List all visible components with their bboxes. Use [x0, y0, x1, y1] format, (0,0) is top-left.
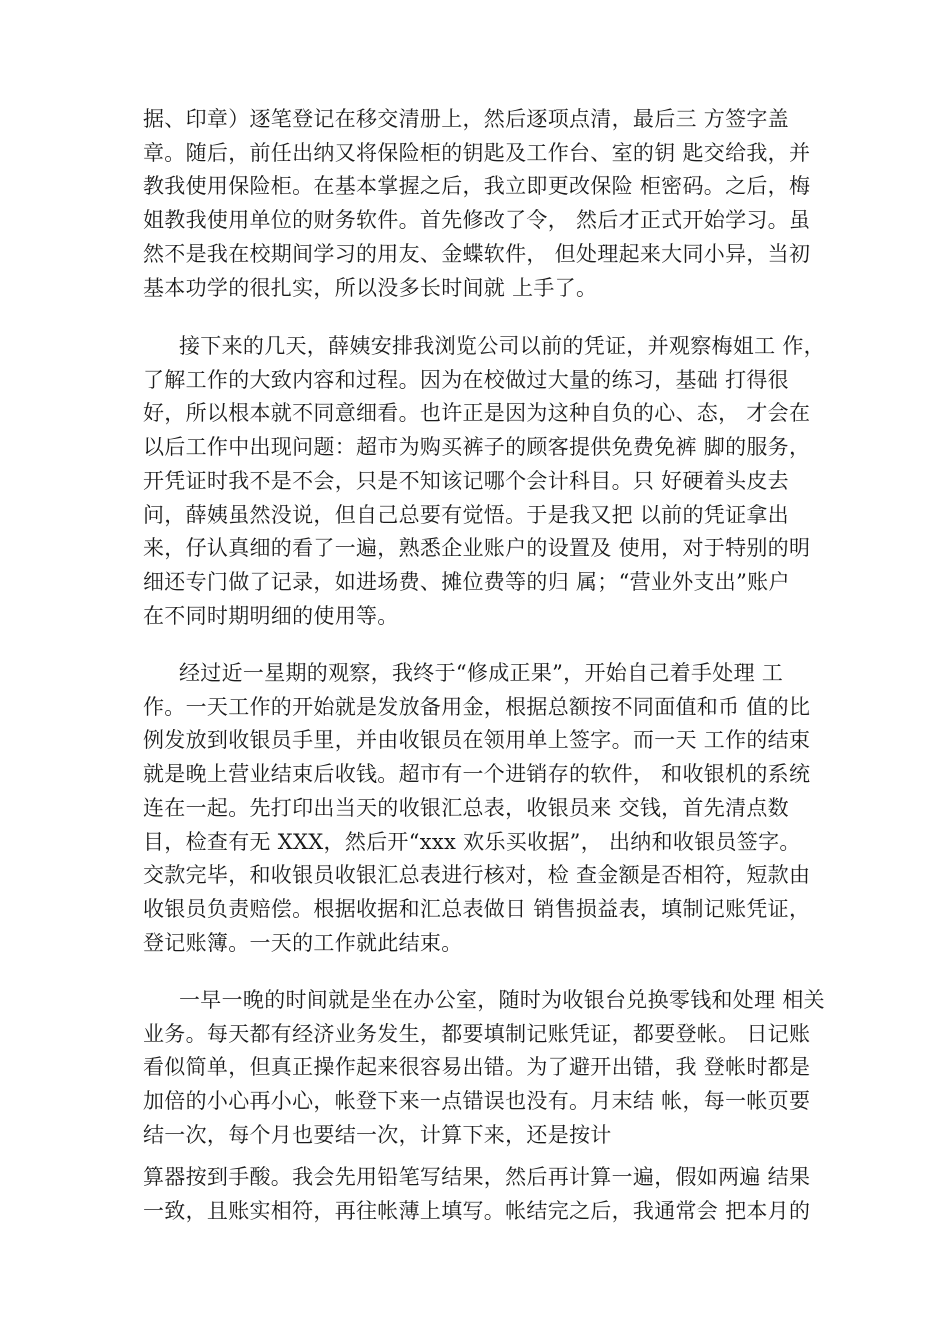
text-line: 一早一晚的时间就是坐在办公室，随时为收银台兑换零钱和处理 相关 [179, 988, 825, 1012]
text-line: 在不同时期明细的使用等。 [143, 603, 399, 628]
text-line: 问，薛姨虽然没说，但自己总要有觉悟。于是我又把 以前的凭证拿出 [143, 502, 789, 527]
text-line: 章。随后，前任出纳又将保险柜的钥匙及工作台、室的钥 匙交给我，并 [143, 140, 811, 165]
text-line: 加倍的小心再小心，帐登下来一点错误也没有。月末结 帐，每一帐页要 [143, 1089, 811, 1114]
text-line: 就是晚上营业结束后收钱。超市有一个进销存的软件， 和收银机的系统 [143, 762, 811, 787]
text-line: 例发放到收银员手里，并由收银员在领用单上签字。而一天 工作的结束 [143, 728, 811, 753]
text-line: 收银员负责赔偿。根据收据和汇总表做日 销售损益表，填制记账凭证， [143, 896, 811, 921]
text-line: 基本功学的很扎实，所以没多长时间就 上手了。 [143, 275, 598, 300]
text-line: 姐教我使用单位的财务软件。首先修改了令， 然后才正式开始学习。虽 [143, 208, 811, 233]
text-line: 连在一起。先打印出当天的收银汇总表，收银员来 交钱，首先清点数 [143, 795, 789, 820]
text-line: 结一次，每个月也要结一次，计算下来，还是按计 [143, 1122, 612, 1147]
text-line: 好，所以根本就不同意细看。也许正是因为这种自负的心、态， 才会在 [143, 401, 811, 426]
text-line: 开凭证时我不是不会，只是不知该记哪个会计科目。只 好硬着头皮去 [143, 468, 789, 493]
text-line: 然不是我在校期间学习的用友、金蝶软件， 但处理起来大同小异，当初 [143, 241, 811, 266]
paragraph-3 [143, 657, 833, 960]
text-line: 登记账簿。一天的工作就此结束。 [143, 930, 463, 955]
paragraph-4 [143, 984, 833, 1153]
paragraph-1 [143, 103, 833, 305]
text-line: 经过近一星期的观察，我终于“修成正果”，开始自己着手处理 工 [179, 661, 784, 685]
text-line: 一致，且账实相符，再往帐薄上填写。帐结完之后，我通常会 把本月的 [143, 1198, 811, 1223]
text-line: 教我使用保险柜。在基本掌握之后，我立即更改保险 柜密码。之后，梅 [143, 174, 811, 199]
text-line: 看似简单，但真正操作起来很容易出错。为了避开出错，我 登帐时都是 [143, 1055, 811, 1080]
text-line: 细还专门做了记录，如进场费、摊位费等的归 属；“营业外支出”账户 [143, 569, 790, 594]
text-line: 接下来的几天，薛姨安排我浏览公司以前的凭证，并观察梅姐工 作， [179, 334, 825, 358]
paragraph-5 [143, 1161, 833, 1228]
text-line: 以后工作中出现问题：超市为购买裤子的顾客提供免费免裤 脚的服务， [143, 435, 811, 460]
text-line: 交款完毕，和收银员收银汇总表进行核对，检 查金额是否相符，短款由 [143, 863, 811, 888]
text-line: 算器按到手酸。我会先用铅笔写结果，然后再计算一遍，假如两遍 结果 [143, 1165, 811, 1189]
text-line: 作。一天工作的开始就是发放备用金，根据总额按不同面值和币 值的比 [143, 694, 811, 719]
text-line: 了解工作的大致内容和过程。因为在校做过大量的练习，基础 打得很 [143, 367, 789, 392]
text-line: 来，仔认真细的看了一遍，熟悉企业账户的设置及 使用，对于特别的明 [143, 536, 811, 561]
text-line: 目，检查有无 XXX，然后开“xxx 欢乐买收据”， 出纳和收银员签字。 [143, 829, 801, 854]
text-line: 业务。每天都有经济业务发生，都要填制记账凭证，都要登帐。 日记账 [143, 1021, 811, 1046]
text-line: 据、印章）逐笔登记在移交清册上，然后逐项点清，最后三 方签字盖 [143, 107, 789, 131]
paragraph-2 [143, 330, 833, 633]
